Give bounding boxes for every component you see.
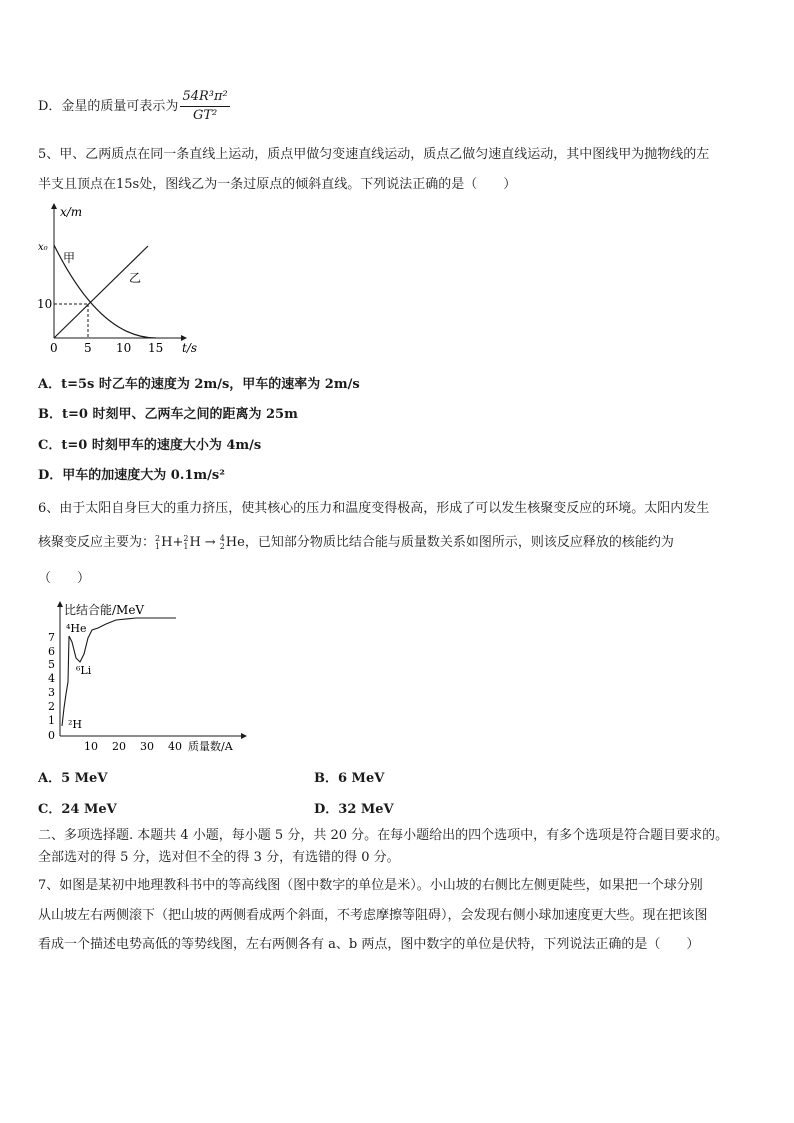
q5-option-c: C．t=0 时刻甲车的速度大小为 4m/s (38, 438, 262, 453)
xlabel: 质量数/A (188, 740, 233, 753)
y-tick-1: 1 (48, 714, 55, 727)
y-tick-2: 2 (48, 700, 55, 713)
q5-graph (36, 200, 206, 360)
x-tick-15: 15 (148, 341, 164, 355)
mass-fraction (180, 88, 229, 125)
q5-option-d: D．甲车的加速度大为 0.1m/s² (38, 468, 225, 483)
y-tick-5: 5 (48, 658, 55, 671)
x-tick-5: 5 (84, 341, 92, 355)
q6-graph (36, 598, 256, 758)
x-tick-40: 40 (168, 740, 182, 753)
q6-stem-line2 (38, 534, 674, 552)
q4-option-d-text: D．金星的质量可表示为 (38, 98, 179, 114)
fraction-numerator: 54R³π² (180, 88, 229, 107)
q5-option-a: A．t=5s 时乙车的速度为 2m/s，甲车的速率为 2m/s (38, 377, 360, 392)
q5-stem-line2: 半支且顶点在15s处，图线乙为一条过原点的倾斜直线。下列说法正确的是（ ） (38, 177, 517, 192)
q6-option-c: C．24 MeV (38, 802, 117, 817)
x-tick-20: 20 (112, 740, 126, 753)
q7-line1: 7、如图是某初中地理教科书中的等高线图（图中数字的单位是米）。小山坡的右侧比左侧更陡些，如果把一个球分别 (38, 878, 703, 893)
y-tick-10: 10 (37, 297, 53, 311)
q7-line3: 看成一个描述电势高低的等势线图，左右两侧各有 a、b 两点，图中数字的单位是伏特，下列说法正确的是（ ） (38, 937, 700, 952)
y-tick-4: 4 (48, 672, 55, 685)
x-tick-30: 30 (140, 740, 154, 753)
section2-line2: 全部选对的得 5 分，选对但不全的得 3 分，有选错的得 0 分。 (38, 850, 400, 865)
x-tick-0: 0 (50, 341, 58, 355)
label-h: ²H (68, 718, 83, 731)
q6-option-b: B．6 MeV (314, 771, 385, 786)
q4-option-d (38, 88, 230, 125)
q6-option-a: A．5 MeV (38, 771, 108, 786)
x-tick-10: 10 (116, 341, 132, 355)
y-tick-0: 0 (48, 729, 55, 742)
q7-line2: 从山坡左右两侧滚下（把山坡的两侧看成两个斜面，不考虑摩擦等阻碍），会发现右侧小球加速度更大些。现在把该图 (38, 908, 708, 923)
label-jia: 甲 (63, 251, 76, 265)
xlabel: t/s (182, 341, 198, 355)
x0-label: x₀ (38, 242, 48, 253)
q6-option-d: D．32 MeV (314, 802, 394, 817)
q6-stem-line3: （ ） (38, 571, 91, 586)
q5-option-b: B．t=0 时刻甲、乙两车之间的距离为 25m (38, 407, 298, 422)
ylabel: 比结合能/MeV (64, 603, 145, 617)
reaction-equation: 2 1 H+ 2 1 H → 4 2 He (155, 534, 245, 551)
q5-stem-line1: 5、甲、乙两质点在同一条直线上运动，质点甲做匀变速直线运动，质点乙做匀速直线运动，其中图线甲为抛物线的左 (38, 147, 710, 162)
q6-stem-line1: 6、由于太阳自身巨大的重力挤压，使其核心的压力和温度变得极高，形成了可以发生核聚变反应的环境。太阳内发生 (38, 501, 710, 516)
label-li: ⁶Li (76, 664, 92, 677)
q6-stem-line2-post: ，已知部分物质比结合能与质量数关系如图所示，则该反应释放的核能约为 (244, 535, 674, 550)
y-tick-6: 6 (48, 645, 55, 658)
y-tick-7: 7 (48, 631, 55, 644)
section2-line1: 二、多项选择题. 本题共 4 小题，每小题 5 分，共 20 分。在每小题给出的四个选项中，有多个选项是符合题目要求的。 (38, 828, 729, 843)
ylabel: x/m (60, 205, 83, 219)
label-yi: 乙 (129, 271, 142, 285)
y-tick-3: 3 (48, 686, 55, 699)
label-he: ⁴He (66, 622, 87, 635)
q6-stem-line2-pre: 核聚变反应主要为： (38, 535, 156, 550)
x-tick-10: 10 (84, 740, 98, 753)
fraction-denominator: GT² (192, 108, 218, 123)
